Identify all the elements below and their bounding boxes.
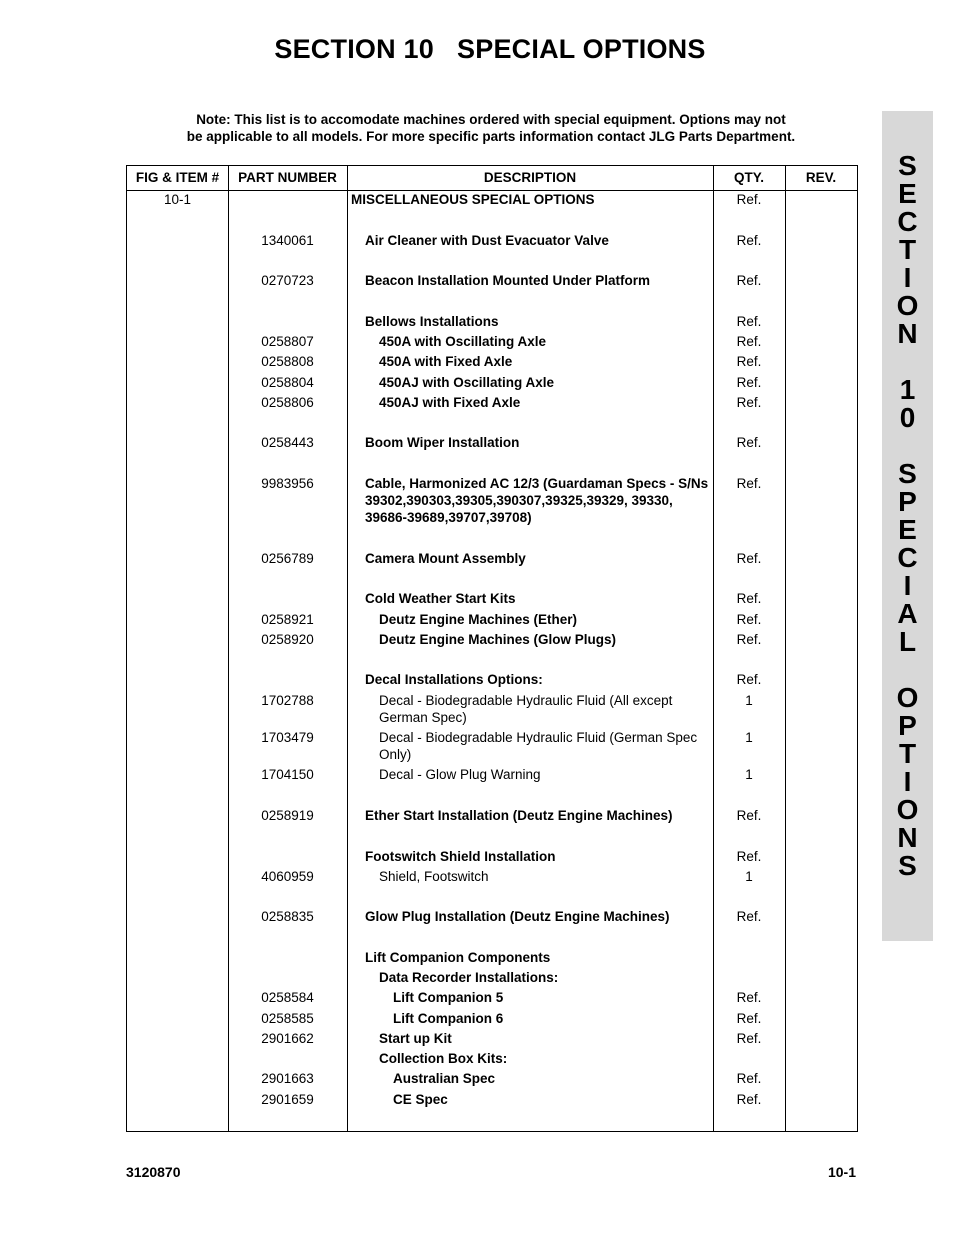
qty-cell: Ref.: [736, 551, 762, 566]
qty-cell: Ref.: [736, 1031, 762, 1046]
side-tab-letter: T: [898, 738, 917, 769]
qty-cell: Ref.: [736, 354, 762, 369]
part-number-cell: 0258921: [261, 612, 314, 627]
description-cell: MISCELLANEOUS SPECIAL OPTIONS: [351, 192, 595, 207]
description-cell: Air Cleaner with Dust Evacuator Valve: [365, 233, 609, 248]
side-tab-letter: E: [898, 178, 917, 209]
description-cell: Footswitch Shield Installation: [365, 849, 556, 864]
side-tab-letter: S: [898, 458, 917, 489]
side-tab-letter: L: [898, 626, 917, 657]
part-number-cell: 1703479: [261, 730, 314, 745]
description-cell: 450AJ with Fixed Axle: [379, 395, 521, 410]
part-number-cell: 0258808: [261, 354, 314, 369]
column-divider: [347, 166, 348, 1131]
description-cell: Lift Companion 5: [393, 990, 504, 1005]
side-tab-letter: 0: [899, 402, 916, 433]
description-cell: Deutz Engine Machines (Glow Plugs): [379, 632, 617, 647]
description-cell: Ether Start Installation (Deutz Engine Machines): [365, 808, 673, 823]
qty-cell: Ref.: [736, 334, 762, 349]
side-tab-letter: N: [897, 822, 918, 853]
header-rev: REV.: [805, 170, 837, 185]
part-number-cell: 4060959: [261, 869, 314, 884]
part-number-cell: 1704150: [261, 767, 314, 782]
part-number-cell: 0258804: [261, 375, 314, 390]
description-cell: 450A with Oscillating Axle: [379, 334, 547, 349]
part-number-cell: 0258443: [261, 435, 314, 450]
description-cell: Decal - Biodegradable Hydraulic Fluid (All except German Spec): [379, 693, 673, 725]
side-tab-letter: P: [898, 710, 917, 741]
part-number-cell: 2901662: [261, 1031, 314, 1046]
qty-cell: 1: [745, 767, 753, 782]
description-cell: Bellows Installations: [365, 314, 499, 329]
part-number-cell: 9983956: [261, 476, 314, 491]
qty-cell: Ref.: [736, 233, 762, 248]
column-divider: [785, 166, 786, 1131]
part-number-cell: 1702788: [261, 693, 314, 708]
header-description: DESCRIPTION: [483, 170, 577, 185]
qty-cell: Ref.: [736, 192, 762, 207]
qty-cell: 1: [745, 869, 753, 884]
header-part-number: PART NUMBER: [238, 170, 337, 185]
qty-cell: Ref.: [736, 1092, 762, 1107]
parts-table: [126, 165, 858, 1132]
part-number-cell: 0258584: [261, 990, 314, 1005]
part-number-cell: 2901663: [261, 1071, 314, 1086]
qty-cell: Ref.: [736, 395, 762, 410]
qty-cell: Ref.: [736, 1011, 762, 1026]
qty-cell: Ref.: [736, 476, 762, 491]
note: [126, 111, 856, 145]
section-side-tab: [882, 111, 933, 941]
description-cell: Deutz Engine Machines (Ether): [379, 612, 578, 627]
side-tab-letter: O: [896, 794, 919, 825]
part-number-cell: 0256789: [261, 551, 314, 566]
side-tab-letter: N: [897, 318, 918, 349]
qty-cell: Ref.: [736, 591, 762, 606]
part-number-cell: 0258806: [261, 395, 314, 410]
qty-cell: Ref.: [736, 612, 762, 627]
part-number-cell: 0270723: [261, 273, 314, 288]
description-cell: Collection Box Kits:: [379, 1051, 508, 1066]
side-tab-letter: S: [898, 150, 917, 181]
document-number: 3120870: [126, 1164, 181, 1180]
column-divider: [228, 166, 229, 1131]
side-tab-letter: E: [898, 514, 917, 545]
note-line: Note: This list is to accomodate machines ordered with special equipment. Options may not: [196, 112, 786, 127]
description-cell: Camera Mount Assembly: [365, 551, 526, 566]
side-tab-letter: 1: [899, 374, 916, 405]
description-cell: 450A with Fixed Axle: [379, 354, 513, 369]
header-fig-item: FIG & ITEM #: [135, 170, 220, 185]
side-tab-letter: I: [903, 262, 912, 293]
side-tab-letter: I: [903, 766, 912, 797]
side-tab-letter: S: [898, 850, 917, 881]
qty-cell: Ref.: [736, 435, 762, 450]
fig-item-cell: 10-1: [163, 192, 192, 207]
part-number-cell: 0258585: [261, 1011, 314, 1026]
page-title: SECTION 10 SPECIAL OPTIONS: [274, 34, 706, 64]
qty-cell: Ref.: [736, 314, 762, 329]
qty-cell: Ref.: [736, 808, 762, 823]
description-cell: 450AJ with Oscillating Axle: [379, 375, 555, 390]
qty-cell: Ref.: [736, 849, 762, 864]
note-line: be applicable to all models. For more specific parts information contact JLG Parts Department.: [186, 129, 796, 144]
side-tab-letter: A: [897, 598, 918, 629]
part-number-cell: 0258919: [261, 808, 314, 823]
description-cell: Cold Weather Start Kits: [365, 591, 516, 606]
side-tab-letter: I: [903, 570, 912, 601]
part-number-cell: 2901659: [261, 1092, 314, 1107]
description-cell: Beacon Installation Mounted Under Platform: [365, 273, 651, 288]
qty-cell: Ref.: [736, 273, 762, 288]
qty-cell: Ref.: [736, 1071, 762, 1086]
side-tab-letter: O: [896, 290, 919, 321]
description-cell: Lift Companion 6: [393, 1011, 504, 1026]
description-cell: Decal - Glow Plug Warning: [379, 767, 541, 782]
qty-cell: Ref.: [736, 672, 762, 687]
qty-cell: Ref.: [736, 632, 762, 647]
qty-cell: Ref.: [736, 990, 762, 1005]
description-cell: Australian Spec: [393, 1071, 496, 1086]
side-tab-letter: C: [897, 206, 918, 237]
description-cell: Lift Companion Components: [365, 950, 551, 965]
qty-cell: 1: [745, 730, 753, 745]
qty-cell: 1: [745, 693, 753, 708]
description-cell: Decal - Biodegradable Hydraulic Fluid (German Spec Only): [379, 730, 698, 762]
page-number: 10-1: [827, 1164, 856, 1180]
qty-cell: Ref.: [736, 909, 762, 924]
part-number-cell: 1340061: [261, 233, 314, 248]
side-tab-letter: C: [897, 542, 918, 573]
description-cell: Data Recorder Installations:: [379, 970, 559, 985]
qty-cell: Ref.: [736, 375, 762, 390]
description-cell: Decal Installations Options:: [365, 672, 543, 687]
side-tab-letter: O: [896, 682, 919, 713]
side-tab-letter: P: [898, 486, 917, 517]
description-cell: Cable, Harmonized AC 12/3 (Guardaman Specs - S/Ns 39302,390303,39305,390307,39325,39329, 39330, 39686-39689,39707,39708): [365, 476, 709, 525]
column-divider: [713, 166, 714, 1131]
description-cell: Start up Kit: [379, 1031, 452, 1046]
part-number-cell: 0258807: [261, 334, 314, 349]
description-cell: Shield, Footswitch: [379, 869, 489, 884]
description-cell: CE Spec: [393, 1092, 448, 1107]
part-number-cell: 0258920: [261, 632, 314, 647]
description-cell: Boom Wiper Installation: [365, 435, 520, 450]
part-number-cell: 0258835: [261, 909, 314, 924]
description-cell: Glow Plug Installation (Deutz Engine Machines): [365, 909, 670, 924]
side-tab-letter: T: [898, 234, 917, 265]
header-qty: QTY.: [733, 170, 764, 185]
